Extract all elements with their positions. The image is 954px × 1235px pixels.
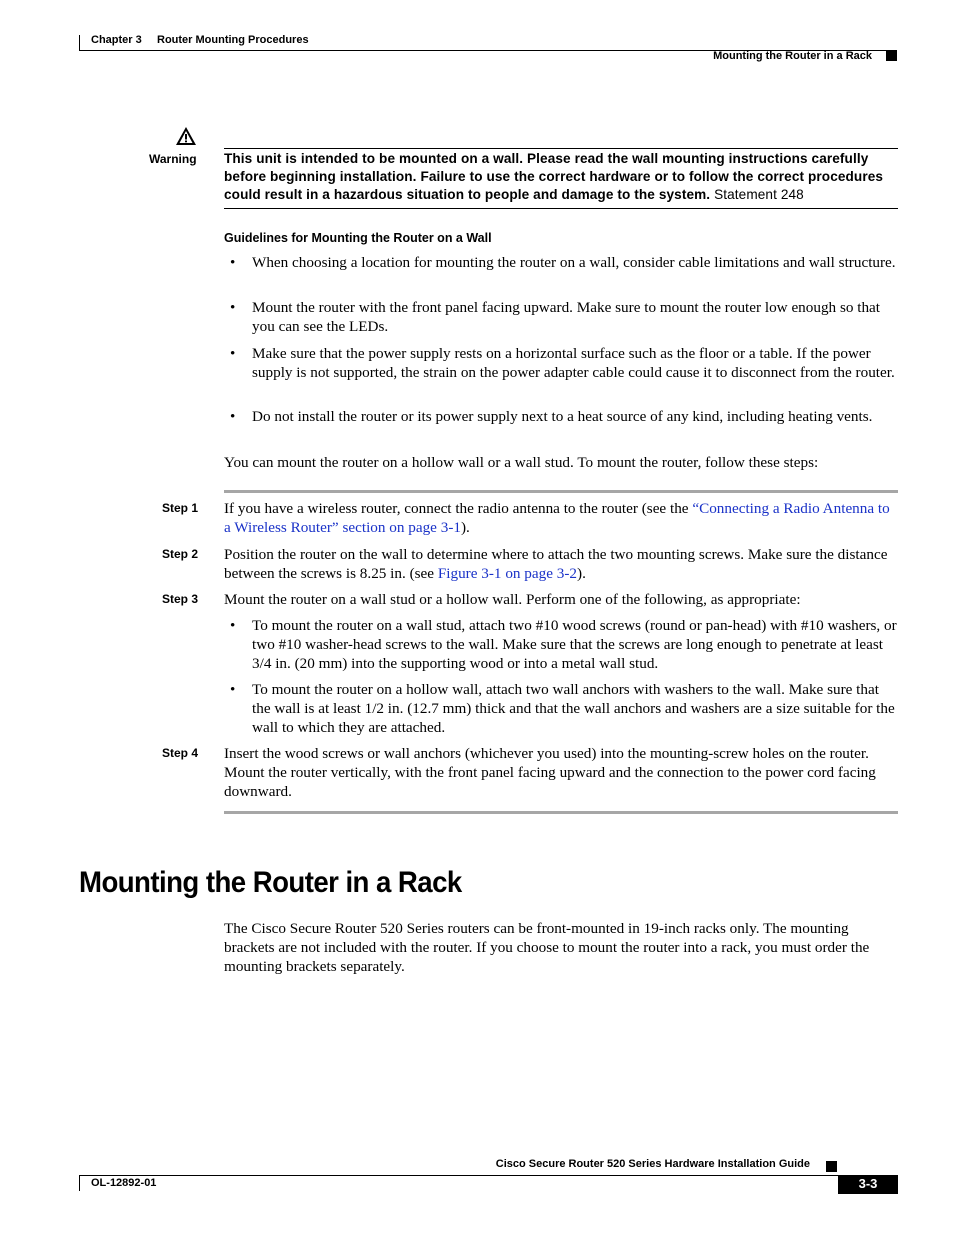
warning-rule-bottom: [224, 208, 898, 209]
guidelines-heading: Guidelines for Mounting the Router on a Wall: [224, 231, 492, 245]
footer-marker-block: [826, 1161, 837, 1172]
footer-doc-number: OL-12892-01: [91, 1177, 157, 1189]
guideline-item: Do not install the router or its power supply next to a heat source of any kind, including heating vents.: [252, 408, 873, 425]
step-sub-item: To mount the router on a hollow wall, attach two wall anchors with washers to the wall. Make sure that the wall is at least 1/2 in. (12.7 mm) thick and that the wall anchors and washers are a size suitable for the wall to which they are attached.: [252, 681, 895, 736]
step-label: Step 2: [162, 547, 199, 561]
bullet-marker: •: [230, 408, 236, 425]
step-label: Step 3: [162, 592, 199, 606]
header-chapter: Chapter 3: [91, 34, 142, 46]
section-paragraph: The Cisco Secure Router 520 Series routers can be front-mounted in 19-inch racks only. The mounting brackets are not included with the router. If you choose to mount the router into a rack, you must order the mounting brackets separately.: [224, 920, 870, 975]
page-number: 3-3: [858, 1176, 878, 1191]
warning-body: This unit is intended to be mounted on a wall. Please read the wall mounting instructions carefully before beginning installation. Failure to use the correct hardware or to follow the correct procedures could result in a hazardous situation to people and damage to the system.: [224, 151, 884, 202]
header-marker-block: [886, 50, 897, 61]
step-label: Step 1: [162, 501, 199, 515]
section-heading: Mounting the Router in a Rack: [79, 866, 462, 899]
header-section-title: Mounting the Router in a Rack: [713, 50, 872, 62]
header-rule-vertical: [79, 35, 80, 51]
warning-text: [224, 150, 898, 204]
step-sub-item: To mount the router on a wall stud, attach two #10 wood screws (round or pan-head) with #10 washers, or two #10 washer-head screws to the wall. Make sure that the screws are long enough to penetrate at least 3/4 in. (20 mm) into the supporting wood or into a metal wall stud.: [252, 617, 897, 672]
bullet-marker: •: [230, 345, 236, 362]
warning-rule-top: [224, 148, 898, 149]
step-text: Insert the wood screws or wall anchors (whichever you used) into the mounting-screw holes on the router. Mount the router vertically, with the front panel facing upward and the connection to the power cord facing downward.: [224, 745, 876, 800]
step-text: [224, 545, 898, 583]
step-text-pre: If you have a wireless router, connect the radio antenna to the router (see the: [224, 500, 693, 517]
footer-rule-vertical: [79, 1175, 80, 1191]
step-text-post: ).: [577, 565, 586, 582]
warning-triangle-icon: [175, 126, 197, 146]
steps-rule-bottom: [224, 811, 898, 814]
bullet-marker: •: [230, 254, 236, 271]
step-text: [224, 499, 898, 537]
step-text: Mount the router on a wall stud or a hollow wall. Perform one of the following, as appropriate:: [224, 591, 801, 608]
warning-statement: Statement 248: [714, 187, 804, 202]
step-text-post: ).: [460, 519, 470, 536]
steps-rule-top: [224, 490, 898, 493]
figure-link[interactable]: Figure 3-1 on page 3-2: [437, 565, 578, 582]
step-text-pre: Position the router on the wall to determine where to attach the two mounting screws. Make sure the distance between the screws is 8.25 in. (see: [224, 546, 888, 582]
guidelines-intro: You can mount the router on a hollow wall or a wall stud. To mount the router, follow these steps:: [224, 454, 819, 471]
connecting-antenna-link[interactable]: “Connecting a Radio Antenna to a Wireless Router” section on page 3-1: [224, 500, 890, 536]
footer-rule: [79, 1175, 894, 1176]
step-label: Step 4: [162, 746, 199, 760]
header-chapter-title: Router Mounting Procedures: [157, 34, 309, 46]
guideline-item: Make sure that the power supply rests on a horizontal surface such as the floor or a table. If the power supply is not supported, the strain on the power adapter cable could cause it to disconnect from the router.: [252, 345, 895, 381]
warning-label: Warning: [149, 152, 197, 166]
footer-guide-title: Cisco Secure Router 520 Series Hardware Installation Guide: [495, 1158, 810, 1170]
guideline-item: When choosing a location for mounting the router on a wall, consider cable limitations and wall structure.: [252, 254, 896, 271]
bullet-marker: •: [230, 617, 236, 634]
bullet-marker: •: [230, 681, 236, 698]
guideline-item: Mount the router with the front panel facing upward. Make sure to mount the router low enough so that you can see the LEDs.: [252, 299, 881, 335]
bullet-marker: •: [230, 299, 236, 316]
